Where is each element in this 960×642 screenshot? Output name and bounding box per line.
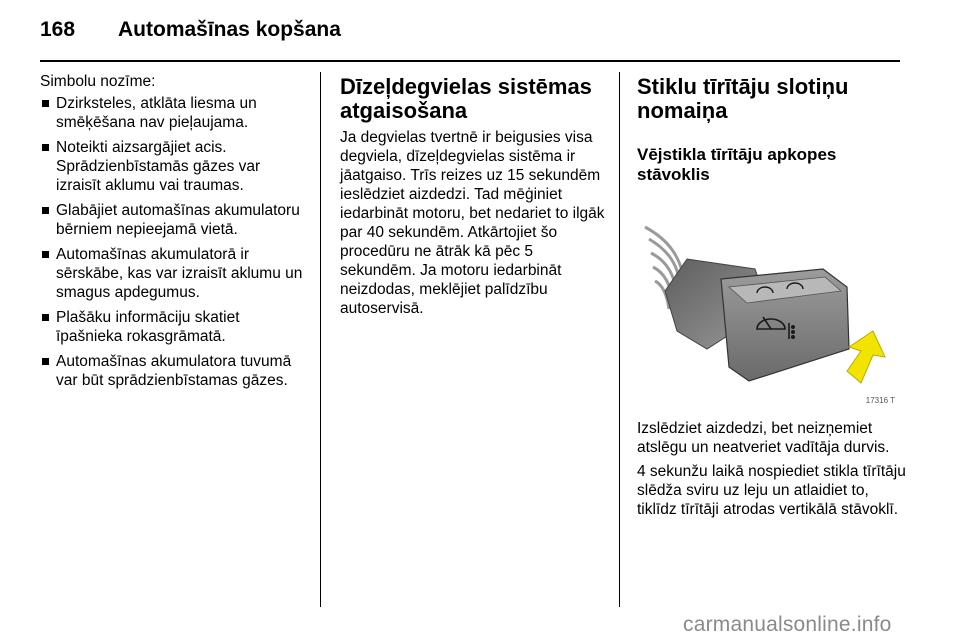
column-diesel-bleeding [340,70,605,318]
column-divider [619,72,620,607]
figure-code: 17316 T [865,396,895,405]
list-item: Dzirksteles, atklāta liesma un smēķēšana nav pieļaujama. [40,94,308,132]
page-number: 168 [40,18,76,41]
section-subtitle: Vējstikla tīrītāju apkopes stāvoklis [637,145,837,184]
bullet-icon [42,100,49,107]
header-rule [40,60,900,62]
bullet-icon [42,207,49,214]
symbols-intro: Simbolu nozīme: [40,73,156,90]
watermark: carmanualsonline.info [683,613,892,636]
section-title: Stiklu tīrītāju slotiņu nomaiņa [637,74,849,123]
bullet-icon [42,144,49,151]
page-title: Automašīnas kopšana [118,18,341,41]
bullet-icon [42,314,49,321]
column-battery-symbols [40,70,308,396]
column-wiper-blades [637,70,907,519]
wiper-lever-icon [637,199,899,409]
list-item: Noteikti aizsargājiet acis. Sprādzienbīstamās gāzes var izraisīt aklumu vai traumas. [40,138,308,195]
wiper-lever-illustration [637,199,899,409]
paragraph: 4 sekunžu laikā nospiediet stikla tīrītāju slēdža sviru uz leju un atlaidiet to, tiklīdz tīrītāji atrodas vertikālā stāvoklī. [637,463,906,518]
list-item: Plašāku informāciju skatiet īpašnieka rokasgrāmatā. [40,308,308,346]
section-body: Ja degvielas tvertnē ir beigusies visa degviela, dīzeļdegvielas sistēma ir jāatgaiso. Trīs reizes uz 15 sekundēm ieslēdziet aizdedzi. Tad mēģiniet iedarbināt motoru, bet nedariet to ilgāk par 40 sekundēm. Atkārtojiet šo procedūru ne ātrāk kā pēc 5 sekundēm. Ja motoru iedarbināt neizdodas, meklējiet palīdzību autoservisā. [340,129,605,317]
bullet-icon [42,358,49,365]
list-item: Automašīnas akumulatora tuvumā var būt sprādzienbīstamas gāzes. [40,352,308,390]
list-item: Automašīnas akumulatorā ir sērskābe, kas var izraisīt aklumu un smagus apdegumus. [40,245,308,302]
column-divider [320,72,321,607]
bullet-icon [42,251,49,258]
symbols-list [40,94,308,390]
section-title: Dīzeļdegvielas sistēmas atgaisošana [340,74,592,123]
list-item: Glabājiet automašīnas akumulatoru bērniem nepieejamā vietā. [40,201,308,239]
page-header [40,18,341,48]
paragraph: Izslēdziet aizdedzi, bet neizņemiet atslēgu un neatveriet vadītāja durvis. [637,420,890,456]
